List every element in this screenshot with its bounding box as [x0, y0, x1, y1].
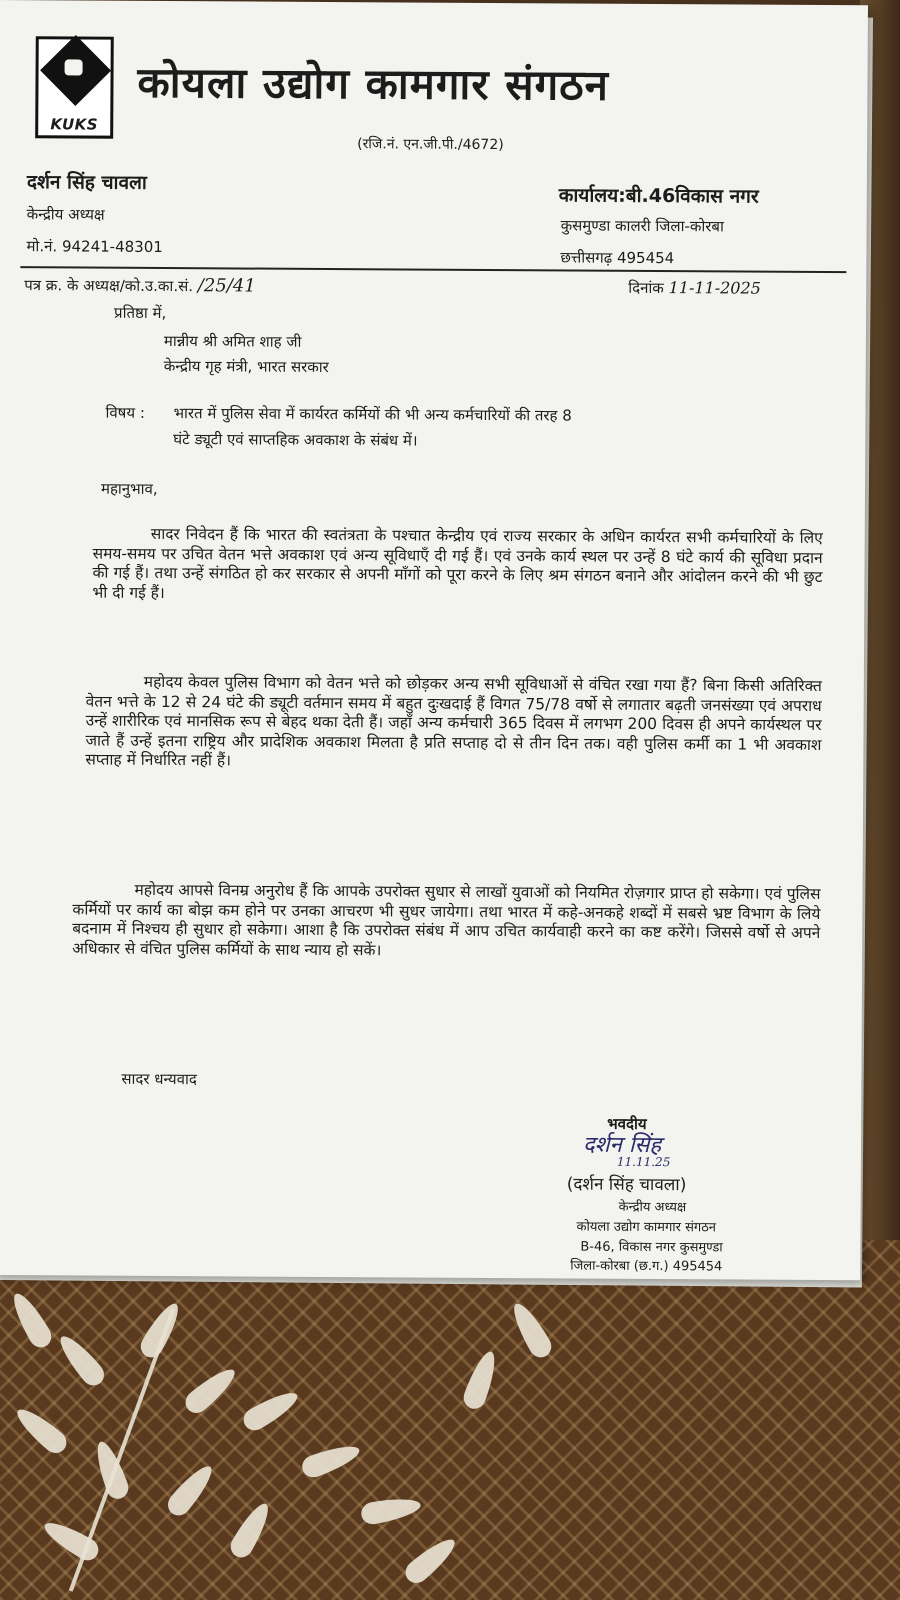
logo-text: KUKS: [50, 115, 99, 134]
paragraph-3: [72, 880, 820, 963]
signatory-designation: केन्द्रीय अध्यक्ष: [618, 1199, 687, 1216]
paragraph-1-text: सादर निवेदन हैं कि भारत की स्वतंत्रता के पश्चात केन्द्रीय एवं राज्य सरकार के अधिन कार्यरत सभी कर्मचारियों के लिए समय-समय पर उचित वेतन भत्ते अवकाश एवं अन्य सूविधाएँ दी गई हैं। एवं उनके कार्य स्थल पर उन्हें 8 घंटे कार्य की सूविधा प्रदान की गई हैं। तथा उन्हें संगठित हो कर सरकार से अपनी माँगों को पूरा करने के लिए श्रम संगठन बनाने और आंदोलन करने की भी छुट भी दी गई हैं।: [92, 524, 823, 602]
office-address-line1: कार्यालय:बी.46विकास नगर: [558, 184, 759, 208]
reference-number: /25/41: [197, 275, 256, 297]
signature-date: 11.11.25: [616, 1154, 671, 1170]
recipient-post: केन्द्रीय गृह मंत्री, भारत सरकार: [163, 357, 329, 377]
signatory-address-2: जिला-कोरबा (छ.ग.) 495454: [570, 1258, 723, 1275]
subject-line-1: भारत में पुलिस सेवा में कार्यरत कर्मियों की भी अन्य कर्मचारियों की तरह 8: [173, 404, 572, 425]
registration-number: (रजि.नं. एन.जी.पी./4672): [357, 136, 504, 154]
date-label: दिनांक: [628, 278, 664, 298]
office-address-line2: कुसमुण्डा कालरी जिला-कोरबा: [560, 216, 724, 236]
signature-name: दर्शन सिंह: [582, 1132, 662, 1159]
subject-label: विषय :: [105, 403, 145, 422]
header-divider: [20, 266, 846, 273]
subject-line-2: घंटे ड्यूटी एवं साप्तहिक अवकाश के संबंध में।: [173, 430, 418, 450]
date-line: [628, 278, 761, 299]
to-label: प्रतिष्ठा में,: [114, 303, 167, 323]
fist-icon: [65, 59, 83, 75]
president-mobile: मो.नं. 94241-48301: [26, 237, 163, 256]
signatory-address-1: B-46, विकास नगर कुसमुण्डा: [580, 1239, 723, 1256]
recipient-name: मान्नीय श्री अमित शाह जी: [163, 332, 302, 351]
reference-label: पत्र क्र. के अध्यक्ष/को.उ.का.सं.: [24, 276, 194, 296]
kuks-logo: [35, 36, 114, 138]
handwritten-signature: [583, 1129, 723, 1170]
reference-line: [24, 274, 256, 296]
office-address-line3: छत्तीसगढ़ 495454: [560, 248, 675, 268]
letter-date: 11-11-2025: [668, 278, 761, 298]
president-name: दर्शन सिंह चावला: [26, 171, 147, 194]
paragraph-1: [92, 525, 822, 607]
paragraph-2-text: महोदय केवल पुलिस विभाग को वेतन भत्ते को छोड़कर अन्य सभी सूविधाओं से वंचित रखा गया हैं? बिना किसी अतिरिक्त वेतन भत्ते के 12 से 24 घंटे की ड्यूटी वर्तमान समय में बहुत दुःखदाई हैं विगत 75/78 वर्षो से लगातार बढ़ती जनसंख्या एवं अपराध उन्हें शारीरिक एवं मानसिक रूप से बेहद थका देती हैं। जहाँ अन्य कर्मचारी 365 दिवस में लगभग 200 दिवस ही अपने कार्यस्थल पर जाते हैं उन्हें इतना राष्ट्रिय और प्रादेशिक अवकाश मिलता है प्रति सप्ताह दो से तीन दिन तक। वही पुलिस कर्मी का 1 भी अवकाश सप्ताह में निर्धारित नहीं हैं।: [85, 672, 822, 770]
paragraph-3-text: महोदय आपसे विनम्र अनुरोध हैं कि आपके उपरोक्त सुधार से लाखों युवाओं को नियमित रोज़गार प्राप्त हो सकेगा। एवं पुलिस कर्मियों पर कार्य का बोझ कम होने पर उनका आचरण भी सुधर जायेगा। तथा भारत में कहे-अनकहे शब्दों में सबसे भ्रष्ट विभाग के लिये बदनाम में निश्चय ही सुधार हो सकेगा। आशा है कि उपरोक्त संबंध में आप उचित कार्यवाही करने का कष्ट करेंगे। जिससे वर्षो से अपने अधिकार से वंचित पुलिस कर्मियों के साथ न्याय हो सकें।: [72, 880, 821, 959]
signatory-name: (दर्शन सिंह चावला): [566, 1174, 687, 1196]
closing: सादर धन्यवाद: [121, 1069, 197, 1089]
paragraph-2: [85, 673, 822, 775]
president-designation: केन्द्रीय अध्यक्ष: [26, 205, 105, 224]
salutation: महानुभाव,: [100, 479, 158, 498]
organization-title: कोयला उद्योग कामगार संगठन: [137, 57, 610, 110]
yours-faithfully: भवदीय: [607, 1114, 647, 1133]
signatory-organization: कोयला उद्योग कामगार संगठन: [576, 1219, 717, 1236]
